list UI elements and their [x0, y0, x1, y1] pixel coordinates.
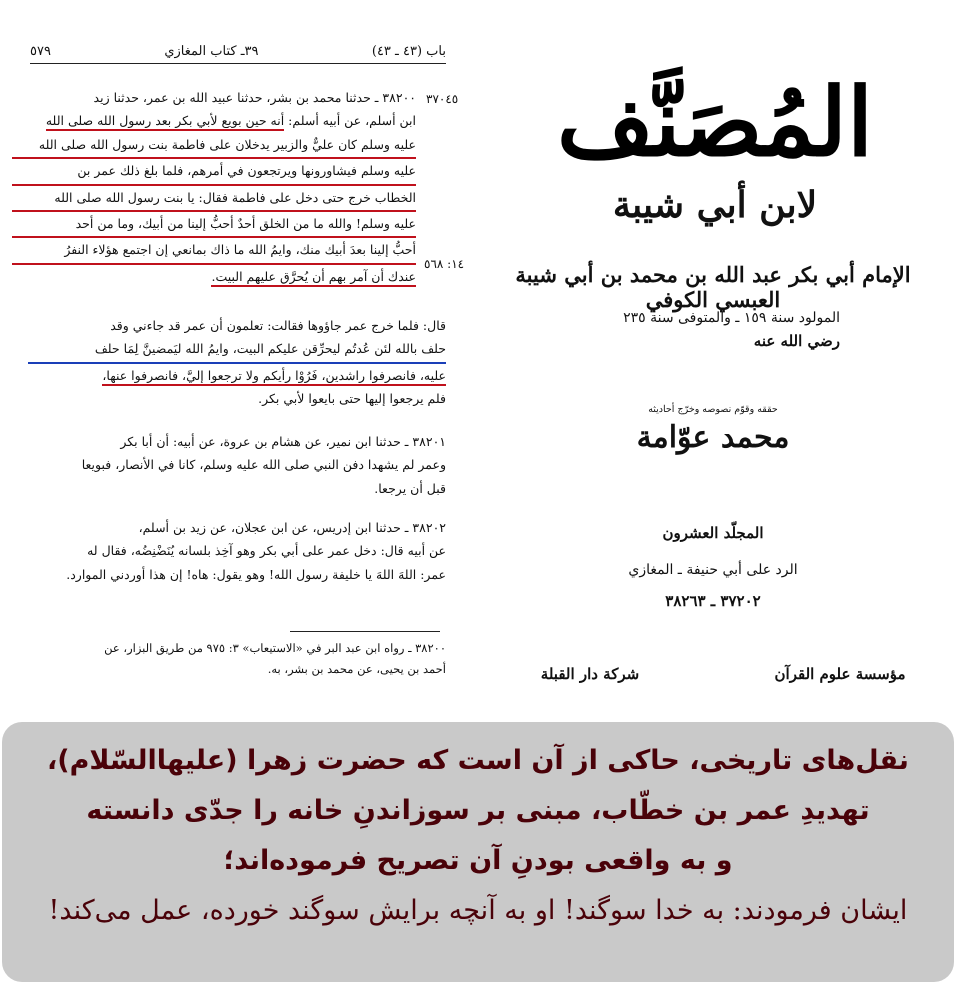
page-header [30, 44, 446, 64]
volume-subject: الرد على أبي حنيفة ـ المغازي [628, 562, 798, 578]
underlined-text: عليه، فانصرفوا راشدين، فَرُوْا رأيكم ولا ترجعوا إليَّ، فانصرفوا عنها، [102, 368, 446, 386]
margin-line-ref: ١٤: ٥٦٨ [424, 257, 465, 271]
volume-range: ٣٧٢٠٢ ـ ٣٨٢٦٣ [665, 592, 761, 610]
editor-credit: حققه وقوّم نصوصه وخرّج أحاديثه [648, 404, 778, 415]
title-page [470, 0, 956, 715]
underlined-text: عليه وسلم فيشاورونها ويرتجعون في أمرهم، فلما بلغ ذلك عمر بن [12, 159, 416, 185]
hadith-38200 [12, 86, 416, 288]
caption-line: و به واقعی بودنِ آن تصریح فرموده‌اند؛ [223, 845, 733, 876]
author-blessing: رضي الله عنه [753, 332, 840, 350]
text-line: فلم يرجعوا إليها حتى بايعوا لأبي بكر. [258, 391, 446, 407]
book-title: المُصَنَّف [556, 68, 874, 178]
underlined-text: عليه وسلم! والله ما من الخلق أحدٌ أحبُّ إلينا من أبيك، وما من أحد [12, 212, 416, 238]
underlined-text: حلف بالله لئن عُدتُم ليحرِّقن عليكم البيت، وايمُ الله ليَمضينَّ لِمَا حلف [28, 337, 446, 363]
hadith-38201 [28, 430, 446, 500]
caption-banner [2, 722, 954, 982]
text-line: وعمر لم يشهدا دفن النبي صلى الله عليه وسلم، كانا في الأنصار، فبويعا [81, 457, 446, 473]
underlined-text: عندك أن آمر بهم أن يُحرَّق عليهم البيت. [211, 269, 416, 287]
text-line: قال: فلما خرج عمر جاؤوها فقالت: تعلمون أن عمر قد جاءني وقد [110, 318, 446, 333]
header-book: ٣٩ـ كتاب المغازي [164, 44, 259, 59]
header-page-number: ٥٧٩ [30, 44, 51, 59]
text-line [28, 364, 446, 387]
author-dates: المولود سنة ١٥٩ ـ والمتوفى سنة ٢٣٥ [623, 310, 840, 326]
text-line: ابن أسلم، عن أبيه أسلم: أنه حين بويع لأبي بكر بعد رسول الله صلى الله [12, 109, 416, 132]
publisher-logo-right: شركة دار القبلة [540, 665, 640, 683]
caption-line: نقل‌های تاریخی، حاکی از آن است که حضرت زهرا (علیهاالسّلام)، [47, 745, 909, 776]
hadith-38200-cont [28, 314, 446, 411]
volume-title: المجلّد العشرون [662, 524, 764, 542]
left-page [0, 0, 470, 715]
underlined-text: الخطاب خرج حتى دخل على فاطمة فقال: يا بنت رسول الله صلى الله [12, 186, 416, 212]
text-line: عن أبيه قال: دخل عمر على أبي بكر وهو آخِذ بلسانه يُنَضْنِضُه، فقال له [87, 543, 446, 559]
footnote-divider [290, 631, 440, 632]
hadith-38202 [28, 516, 446, 586]
text-line: ٣٨٢٠٢ ـ حدثنا ابن إدريس، عن ابن عجلان، عن زيد بن أسلم، [138, 520, 446, 535]
underlined-text: أنه حين بويع لأبي بكر بعد رسول الله صلى الله [46, 113, 284, 131]
text-line: عمر: اللهَ اللهَ يا خليفة رسول الله! وهو يقول: هاه! إن هذا أوردني الموارد. [66, 566, 446, 582]
caption-quote: ایشان فرمودند: به خدا سوگند! او به آنچه برایش سوگند خورده، عمل می‌کند! [48, 895, 908, 926]
author-name: الإمام أبي بكر عبد الله بن محمد بن أبي شيبة العبسي الكوفي [515, 262, 911, 312]
book-subtitle: لابن أبي شيبة [612, 184, 818, 226]
publisher-logo-left: مؤسسة علوم القرآن [774, 665, 906, 683]
text-line: ٣٨٢٠١ ـ حدثنا ابن نمير، عن هشام بن عروة، عن أبيه: أن أبا بكر [120, 434, 446, 449]
caption-line: تهدیدِ عمر بن خطّاب، مبنی بر سوزاندنِ خانه را جدّی دانسته [86, 795, 870, 826]
margin-hadith-ref: ٣٧٠٤٥ [426, 92, 459, 106]
underlined-text: عليه وسلم كان عليٌّ والزبير يدخلان على فاطمة بنت رسول الله صلى الله [12, 133, 416, 159]
text-line: ٣٨٢٠٠ ـ حدثنا محمد بن بشر، حدثنا عبيد الله بن عمر، حدثنا زيد [93, 90, 416, 105]
footnote [28, 638, 446, 680]
text-line: قبل أن يرجعا. [374, 480, 446, 496]
header-chapter: باب (٤٣ ـ ٤٣) [371, 44, 446, 59]
footnote-line: ٣٨٢٠٠ ـ رواه ابن عبد البر في «الاستيعاب» ٣: ٩٧٥ من طريق البزار، عن [104, 641, 446, 655]
footnote-line: أحمد بن يحيى، عن محمد بن بشر، به. [267, 662, 446, 676]
underlined-text: أحبُّ إلينا بعدَ أبيك منك، وايمُ الله ما ذاك بمانعي إن اجتمع هؤلاء النفرُ [12, 238, 416, 264]
editor-name: محمد عوّامة [636, 420, 790, 455]
